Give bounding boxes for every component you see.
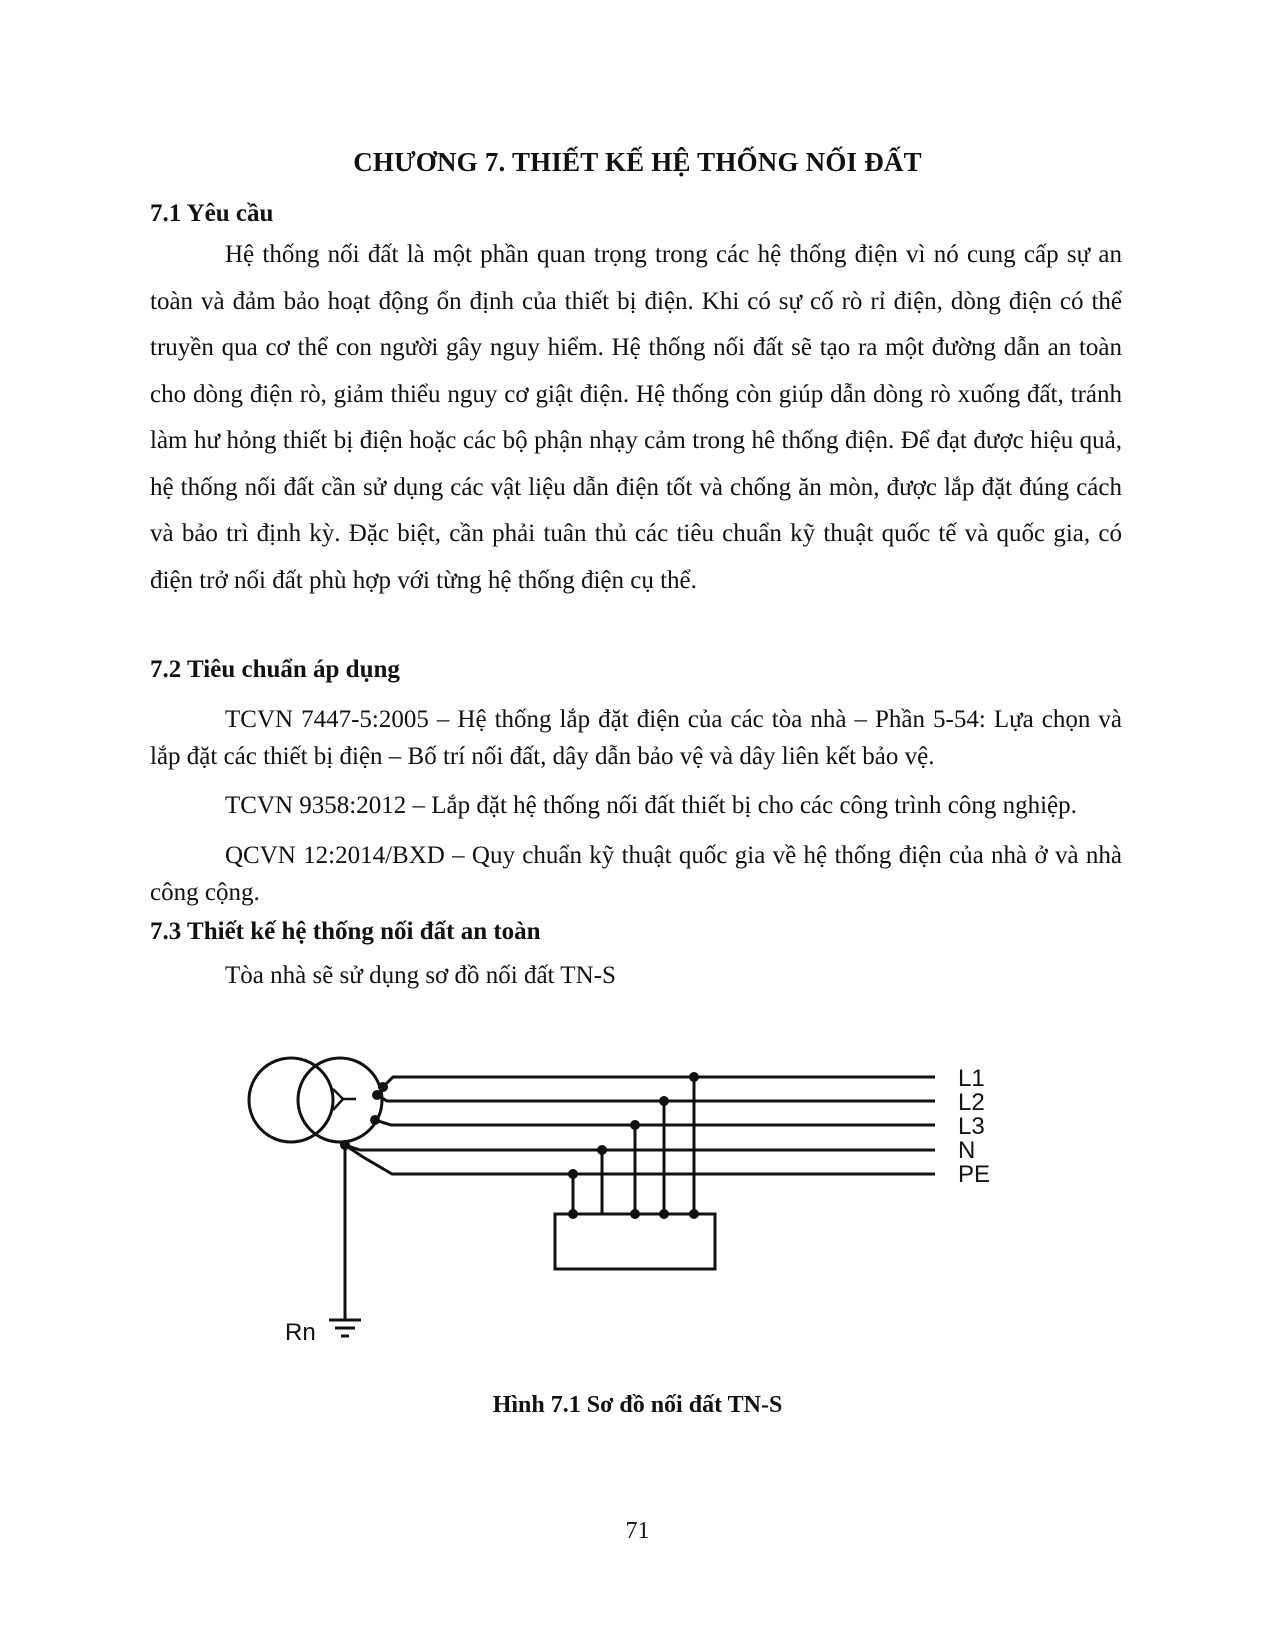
terminal-dot xyxy=(340,1140,350,1150)
label-l1: L1 xyxy=(958,1065,985,1092)
junction-dot xyxy=(630,1209,640,1219)
section-7-1-paragraph: Hệ thống nối đất là một phần quan trọng trong các hệ thống điện vì nó cung cấp sự an toàn và đảm bảo hoạt động ổn định của thiết bị điện. Khi có sự cố rò rỉ điện, dòng điện có thể truyền qua cơ thể con người gây nguy hiểm. Hệ thống nối đất sẽ tạo ra một đường dẫn an toàn cho dòng điện rò, giảm thiểu nguy cơ giật điện. Hệ thống còn giúp dẫn dòng rò xuống đất, tránh làm hư hỏng thiết bị điện hoặc các bộ phận nhạy cảm trong hê thống điện. Để đạt được hiệu quả, hệ thống nối đất cần sử dụng các vật liệu dẫn điện tốt và chống ăn mòn, được lắp đặt đúng cách và bảo trì định kỳ. Đặc biệt, cần phải tuân thủ các tiêu chuẩn kỹ thuật quốc tế và quốc gia, có điện trở nối đất phù hợp với từng hệ thống điện cụ thể. xyxy=(150,241,1122,594)
chapter-title: CHƯƠNG 7. THIẾT KẾ HỆ THỐNG NỐI ĐẤT xyxy=(353,147,922,177)
conductor-l1 xyxy=(383,1077,935,1087)
section-7-1-heading: 7.1 Yêu cầu xyxy=(150,200,274,227)
terminal-dot xyxy=(372,1090,382,1100)
section-7-3-paragraph: Tòa nhà sẽ sử dụng sơ đồ nối đất TN-S xyxy=(225,962,616,989)
junction-dot xyxy=(689,1209,699,1219)
terminal-dot xyxy=(378,1082,388,1092)
junction-dot xyxy=(689,1072,699,1082)
junction-dot xyxy=(630,1120,640,1130)
junction-dot xyxy=(597,1145,607,1155)
label-pe: PE xyxy=(958,1161,991,1188)
earth-symbol xyxy=(329,1320,361,1336)
label-l2: L2 xyxy=(958,1089,985,1116)
junction-dot xyxy=(568,1169,578,1179)
conductor-l3 xyxy=(375,1120,935,1125)
section-7-3-heading: 7.3 Thiết kế hệ thống nối đất an toàn xyxy=(150,918,541,945)
load-equipment-box xyxy=(555,1214,715,1269)
terminal-dot xyxy=(370,1115,380,1125)
standard-qcvn-12: QCVN 12:2014/BXD – Quy chuẩn kỹ thuật quốc gia về hệ thống điện của nhà ở và nhà công cộng. xyxy=(150,842,1122,906)
label-n: N xyxy=(958,1137,976,1164)
junction-dot xyxy=(568,1209,578,1219)
star-symbol xyxy=(333,1089,356,1110)
standard-tcvn-9358: TCVN 9358:2012 – Lắp đặt hệ thống nối đất thiết bị cho các công trình công nghiệp. xyxy=(225,792,1077,819)
transformer-primary-winding xyxy=(249,1058,333,1142)
page-number: 71 xyxy=(625,1518,650,1544)
junction-dot xyxy=(659,1096,669,1106)
transformer-secondary-winding xyxy=(298,1058,382,1142)
label-rn: Rn xyxy=(285,1319,316,1346)
standard-tcvn-7447: TCVN 7447-5:2005 – Hệ thống lắp đặt điện của các tòa nhà – Phần 5-54: Lựa chọn và lắp đặt các thiết bị điện – Bố trí nối đất, dây dẫn bảo vệ và dây liên kết bảo vệ. xyxy=(150,706,1122,770)
section-7-2-heading: 7.2 Tiêu chuẩn áp dụng xyxy=(150,656,400,683)
junction-dot xyxy=(659,1209,669,1219)
label-l3: L3 xyxy=(958,1113,985,1140)
conductor-l2 xyxy=(377,1095,935,1101)
figure-caption: Hình 7.1 Sơ đồ nối đất TN-S xyxy=(492,1392,783,1418)
conductor-n xyxy=(345,1145,935,1150)
